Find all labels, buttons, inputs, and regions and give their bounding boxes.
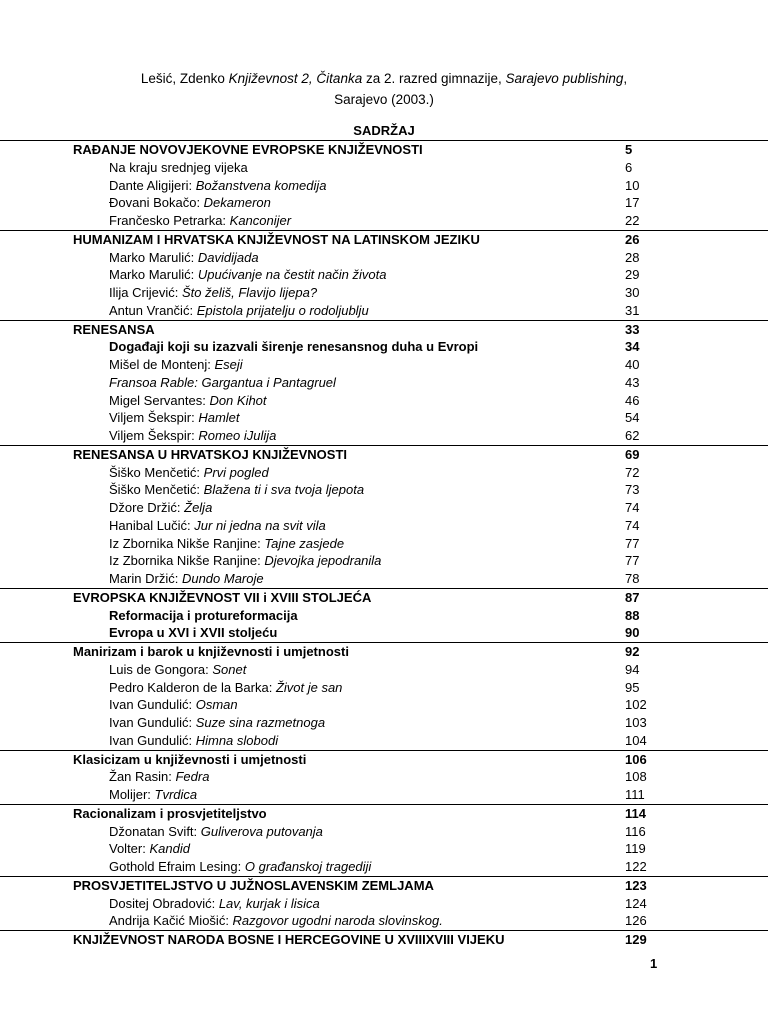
toc-section-row: [0, 930, 768, 949]
toc-entry-page: 17: [625, 195, 640, 211]
toc-entry-text: [73, 141, 423, 159]
toc-entry-text: [109, 732, 278, 750]
toc-entry-author: Luis de Gongora:: [109, 661, 213, 677]
toc-entry-page: 94: [625, 661, 640, 677]
toc-entry-page: 116: [625, 823, 646, 839]
toc-entry-page: 22: [625, 213, 640, 228]
toc-entry-row: [0, 374, 768, 392]
toc-entry-page: 72: [625, 464, 640, 480]
toc-entry-author: Antun Vrančić:: [109, 302, 197, 318]
toc-entry-text: [109, 177, 327, 195]
bibliography-line-2: Sarajevo (2003.): [334, 92, 434, 107]
toc-entry-author: Volter:: [109, 841, 150, 857]
toc-entry-title: O građanskoj tragediji: [244, 859, 372, 874]
toc-entry-row: [0, 912, 768, 930]
toc-entry-title: Romeo iJulija: [198, 428, 277, 443]
toc-entry-title: Himna slobodi: [195, 732, 279, 748]
toc-entry-author: Marko Marulić:: [109, 249, 198, 265]
toc-entry-title: Život je san: [275, 679, 343, 695]
toc-entry-row: [0, 464, 768, 482]
toc-entry-text: [109, 823, 323, 841]
toc-entry-page: 102: [625, 697, 647, 713]
toc-entry-page: 92: [625, 644, 640, 659]
toc-entry-text: [109, 714, 325, 732]
toc-entry-author: Pedro Kalderon de la Barka:: [109, 679, 276, 695]
toc-entry-row: [0, 768, 768, 786]
toc-entry-text: [73, 231, 480, 249]
toc-entry-row: [0, 249, 768, 267]
toc-entry-text: [109, 624, 277, 642]
toc-section-row: [0, 588, 768, 607]
toc-entry-text: [109, 552, 381, 570]
toc-entry-title: Epistola prijatelju o rodoljublju: [196, 302, 369, 318]
toc-entry-text: [109, 661, 246, 679]
toc-entry-page: 29: [625, 267, 640, 283]
toc-entry-title: Manirizam i barok u književnosti i umjetnosti: [73, 644, 349, 659]
toc-entry-text: [109, 409, 240, 427]
toc-entry-text: [109, 517, 326, 535]
toc-entry-title: RENESANSA: [73, 321, 155, 337]
toc-entry-row: [0, 840, 768, 858]
toc-entry-title: Dekameron: [203, 195, 271, 211]
toc-entry-title: Upućivanje na čestit način života: [197, 267, 387, 283]
toc-entry-title: Don Kihot: [209, 392, 267, 408]
toc-entry-author: Iz Zbornika Nikše Ranjine:: [109, 535, 265, 551]
toc-entry-row: [0, 895, 768, 913]
toc-entry-title: Blažena ti i sva tvoja ljepota: [203, 482, 365, 498]
toc-entry-page: 88: [625, 607, 640, 623]
toc-entry-title: Klasicizam u književnosti i umjetnosti: [73, 751, 307, 767]
toc-entry-row: [0, 427, 768, 445]
toc-section-row: [0, 642, 768, 661]
toc-entry-author: Ivan Gundulić:: [109, 732, 196, 748]
toc-entry-page: 111: [625, 787, 645, 802]
toc-entry-row: [0, 823, 768, 841]
toc-section-row: [0, 320, 768, 339]
toc-entry-text: [109, 840, 190, 858]
toc-section-row: [0, 230, 768, 249]
toc-entry-page: 78: [625, 571, 640, 586]
toc-entry-text: [109, 696, 238, 714]
toc-entry-row: [0, 338, 768, 356]
toc-entry-title: EVROPSKA KNJIŽEVNOST VII i XVIII STOLJEĆA: [73, 589, 372, 605]
toc-entry-title: Dundo Maroje: [181, 571, 264, 586]
toc-entry-title: Djevojka jepodranila: [264, 553, 382, 569]
toc-entry-title: Na kraju srednjeg vijeka: [109, 159, 248, 175]
toc-entry-page: 119: [625, 841, 646, 857]
toc-entry-text: [73, 446, 347, 464]
bibliography-line-1: [0, 68, 768, 89]
toc-entry-text: [73, 877, 434, 895]
toc-entry-text: [109, 786, 197, 804]
toc-entry-row: [0, 535, 768, 553]
toc-entry-page: 33: [625, 321, 640, 337]
toc-entry-author: Dante Aligijeri:: [109, 177, 196, 193]
toc-entry-page: 123: [625, 877, 647, 893]
toc-entry-title: KNJIŽEVNOST NARODA BOSNE I HERCEGOVINE U XVIIIXVIII VIJEKU: [73, 932, 505, 947]
toc-entry-title: Eseji: [214, 357, 243, 372]
toc-entry-page: 62: [625, 428, 640, 443]
toc-entry-author: Viljem Šekspir:: [109, 410, 199, 426]
toc-entry-title: Guliverova putovanja: [200, 823, 323, 839]
toc-entry-text: [109, 464, 269, 482]
toc-entry-row: [0, 284, 768, 302]
toc-entry-author: Viljem Šekspir:: [109, 428, 199, 443]
toc-entry-title: RENESANSA U HRVATSKOJ KNJIŽEVNOSTI: [73, 446, 348, 462]
toc-entry-author: Hanibal Lučić:: [109, 517, 195, 533]
toc-entry-author: Ivan Gundulić:: [109, 715, 196, 730]
toc-entry-row: [0, 194, 768, 212]
toc-entry-text: [109, 912, 443, 930]
toc-entry-page: 77: [625, 553, 640, 569]
bibliography-segment: Lešić, Zdenko: [140, 71, 229, 86]
toc-entry-text: [109, 427, 276, 445]
toc-entry-text: [109, 212, 291, 230]
toc-entry-page: 90: [625, 625, 640, 641]
toc-entry-page: 114: [625, 805, 646, 821]
toc-entry-page: 74: [625, 500, 640, 515]
toc-entry-row: [0, 517, 768, 535]
bibliography-segment: Književnost 2, Čitanka: [228, 71, 363, 86]
toc-entry-author: Ivan Gundulić:: [109, 697, 196, 713]
toc-entry-page: 30: [625, 285, 640, 300]
toc-entry-row: [0, 481, 768, 499]
toc-entry-title: Evropa u XVI i XVII stoljeću: [109, 625, 278, 641]
toc-entry-row: [0, 661, 768, 679]
toc-entry-row: [0, 624, 768, 642]
toc-entry-page: 95: [625, 679, 640, 695]
toc-entry-page: 40: [625, 357, 640, 372]
toc-section-row: [0, 445, 768, 464]
toc-entry-title: PROSVJETITELJSTVO U JUŽNOSLAVENSKIM ZEMLJAMA: [73, 877, 434, 893]
toc-entry-author: Žan Rasin:: [109, 769, 176, 785]
toc-entry-title: HUMANIZAM I HRVATSKA KNJIŽEVNOST NA LATINSKOM JEZIKU: [73, 231, 480, 247]
toc-entry-page: 87: [625, 589, 640, 605]
toc-entry-page: 108: [625, 769, 647, 785]
toc-entry-page: 10: [625, 177, 640, 193]
toc-entry-title: Božanstvena komedija: [195, 177, 327, 193]
toc-entry-author: Dositej Obradović:: [109, 895, 219, 911]
toc-entry-text: [73, 805, 267, 823]
toc-title: SADRŽAJ: [353, 123, 415, 138]
toc-entry-author: Džore Držić:: [109, 500, 185, 515]
toc-entry-text: [109, 338, 478, 356]
toc-entry-row: [0, 607, 768, 625]
toc-entry-page: 28: [625, 249, 640, 265]
toc-entry-page: 74: [625, 517, 640, 533]
toc-entry-author: Iz Zbornika Nikše Ranjine:: [109, 553, 265, 569]
toc-entry-text: [109, 858, 371, 876]
toc-entry-title: Kandid: [149, 841, 190, 857]
toc-entry-row: [0, 356, 768, 374]
toc-entry-author: Marko Marulić:: [109, 267, 198, 283]
toc-entry-author: Džonatan Svift:: [109, 823, 201, 839]
toc-entry-title: Prvi pogled: [203, 464, 269, 480]
toc-entry-text: [73, 931, 504, 949]
toc-entry-row: [0, 696, 768, 714]
toc-entry-title: Fransoa Rable: Gargantua i Pantagruel: [109, 374, 336, 390]
toc-entry-page: 6: [625, 159, 633, 175]
toc-entry-author: Šiško Menčetić:: [109, 464, 204, 480]
toc-entry-title: Razgovor ugodni naroda slovinskog.: [232, 913, 443, 929]
toc-entry-text: [109, 679, 342, 697]
toc-entry-author: Andrija Kačić Miošić:: [109, 913, 233, 929]
toc-entry-row: [0, 159, 768, 177]
toc-entry-page: 129: [625, 932, 647, 947]
toc-entry-row: [0, 679, 768, 697]
bibliography-segment: Sarajevo publishing: [505, 71, 624, 86]
toc-entry-row: [0, 570, 768, 588]
toc-entry-title: Što želiš, Flavijo lijepa?: [181, 285, 318, 300]
toc-entry-page: 77: [625, 535, 640, 551]
toc-entry-row: [0, 212, 768, 230]
toc-entry-text: [73, 751, 306, 769]
toc-entry-author: Migel Servantes:: [109, 392, 210, 408]
toc-entry-text: [109, 895, 320, 913]
toc-entry-title: Davidijada: [197, 249, 259, 265]
toc-section-row: [0, 876, 768, 895]
bibliography-header: [0, 68, 768, 110]
toc-entry-row: [0, 714, 768, 732]
toc-entry-author: Šiško Menčetić:: [109, 482, 204, 498]
toc-entry-text: [73, 321, 155, 339]
toc-entry-text: [73, 589, 371, 607]
toc-entry-author: Ilija Crijević:: [109, 285, 182, 300]
toc-section-row: [0, 140, 768, 159]
toc-entry-title: Jur ni jedna na svit vila: [194, 517, 326, 533]
toc-section-row: [0, 750, 768, 769]
toc-entry-row: [0, 552, 768, 570]
toc-entry-text: [109, 284, 317, 302]
toc-entry-title: Reformacija i protureformacija: [109, 607, 298, 623]
toc-entry-page: 103: [625, 715, 647, 730]
toc-entry-row: [0, 177, 768, 195]
page-number: 1: [650, 956, 658, 971]
toc-entry-title: Sonet: [212, 661, 247, 677]
toc-entry-row: [0, 392, 768, 410]
toc-entry-text: [109, 607, 298, 625]
toc-entry-title: Osman: [195, 697, 238, 713]
toc-entry-row: [0, 409, 768, 427]
toc-entry-title: Kanconijer: [229, 213, 292, 228]
toc-entry-page: 26: [625, 231, 640, 247]
toc-entry-row: [0, 858, 768, 876]
toc-entry-text: [109, 392, 267, 410]
toc-entry-row: [0, 266, 768, 284]
toc-entry-author: Mišel de Montenj:: [109, 357, 215, 372]
toc-entry-text: [109, 499, 212, 517]
toc-entry-page: 54: [625, 410, 640, 426]
toc-entry-author: Marin Držić:: [109, 571, 182, 586]
toc-entry-row: [0, 732, 768, 750]
toc-entry-author: Molijer:: [109, 787, 155, 802]
toc-entry-page: 106: [625, 751, 647, 767]
toc-entry-text: [109, 194, 271, 212]
toc-entry-text: [109, 159, 248, 177]
bibliography-segment: ,: [623, 71, 628, 86]
toc-entry-title: Tajne zasjede: [264, 535, 345, 551]
toc-entry-text: [109, 481, 364, 499]
toc-entry-row: [0, 302, 768, 320]
toc-entry-title: Suze sina razmetnoga: [195, 715, 326, 730]
bibliography-segment: za 2. razred gimnazije,: [362, 71, 506, 86]
toc-entry-title: RAĐANJE NOVOVJEKOVNE EVROPSKE KNJIŽEVNOSTI: [73, 142, 423, 157]
toc-entry-row: [0, 786, 768, 804]
toc-entry-title: Racionalizam i prosvjetiteljstvo: [73, 805, 267, 821]
toc-entry-text: [109, 535, 344, 553]
toc-entry-text: [109, 266, 386, 284]
toc-entry-page: 126: [625, 913, 647, 929]
toc-entry-page: 104: [625, 732, 647, 748]
toc-entry-title: Tvrdica: [154, 787, 198, 802]
toc-entry-page: 43: [625, 374, 640, 390]
toc-entry-text: [109, 374, 336, 392]
toc-entry-text: [109, 768, 209, 786]
toc-entry-text: [109, 570, 264, 588]
toc-entry-page: 73: [625, 482, 640, 498]
toc-entry-author: Gothold Efraim Lesing:: [109, 859, 245, 874]
toc-entry-title: Lav, kurjak i lisica: [218, 895, 320, 911]
toc-entry-page: 31: [625, 302, 640, 318]
toc-entry-text: [109, 302, 369, 320]
toc-entry-title: Hamlet: [198, 410, 240, 426]
toc-entry-text: [109, 356, 243, 374]
table-of-contents: [0, 140, 768, 949]
toc-entry-title: Fedra: [175, 769, 210, 785]
toc-entry-author: Đovani Bokačo:: [109, 195, 204, 211]
toc-entry-page: 34: [625, 339, 640, 355]
toc-entry-page: 5: [625, 142, 633, 157]
toc-entry-row: [0, 499, 768, 517]
toc-entry-page: 69: [625, 446, 640, 462]
toc-entry-page: 122: [625, 859, 647, 874]
toc-entry-title: Želja: [184, 500, 213, 515]
toc-entry-page: 46: [625, 392, 640, 408]
toc-entry-text: [73, 643, 349, 661]
toc-entry-text: [109, 249, 259, 267]
toc-entry-title: Događaji koji su izazvali širenje renesansnog duha u Evropi: [109, 339, 479, 355]
toc-entry-page: 124: [625, 895, 647, 911]
toc-section-row: [0, 804, 768, 823]
toc-entry-author: Frančesko Petrarka:: [109, 213, 230, 228]
